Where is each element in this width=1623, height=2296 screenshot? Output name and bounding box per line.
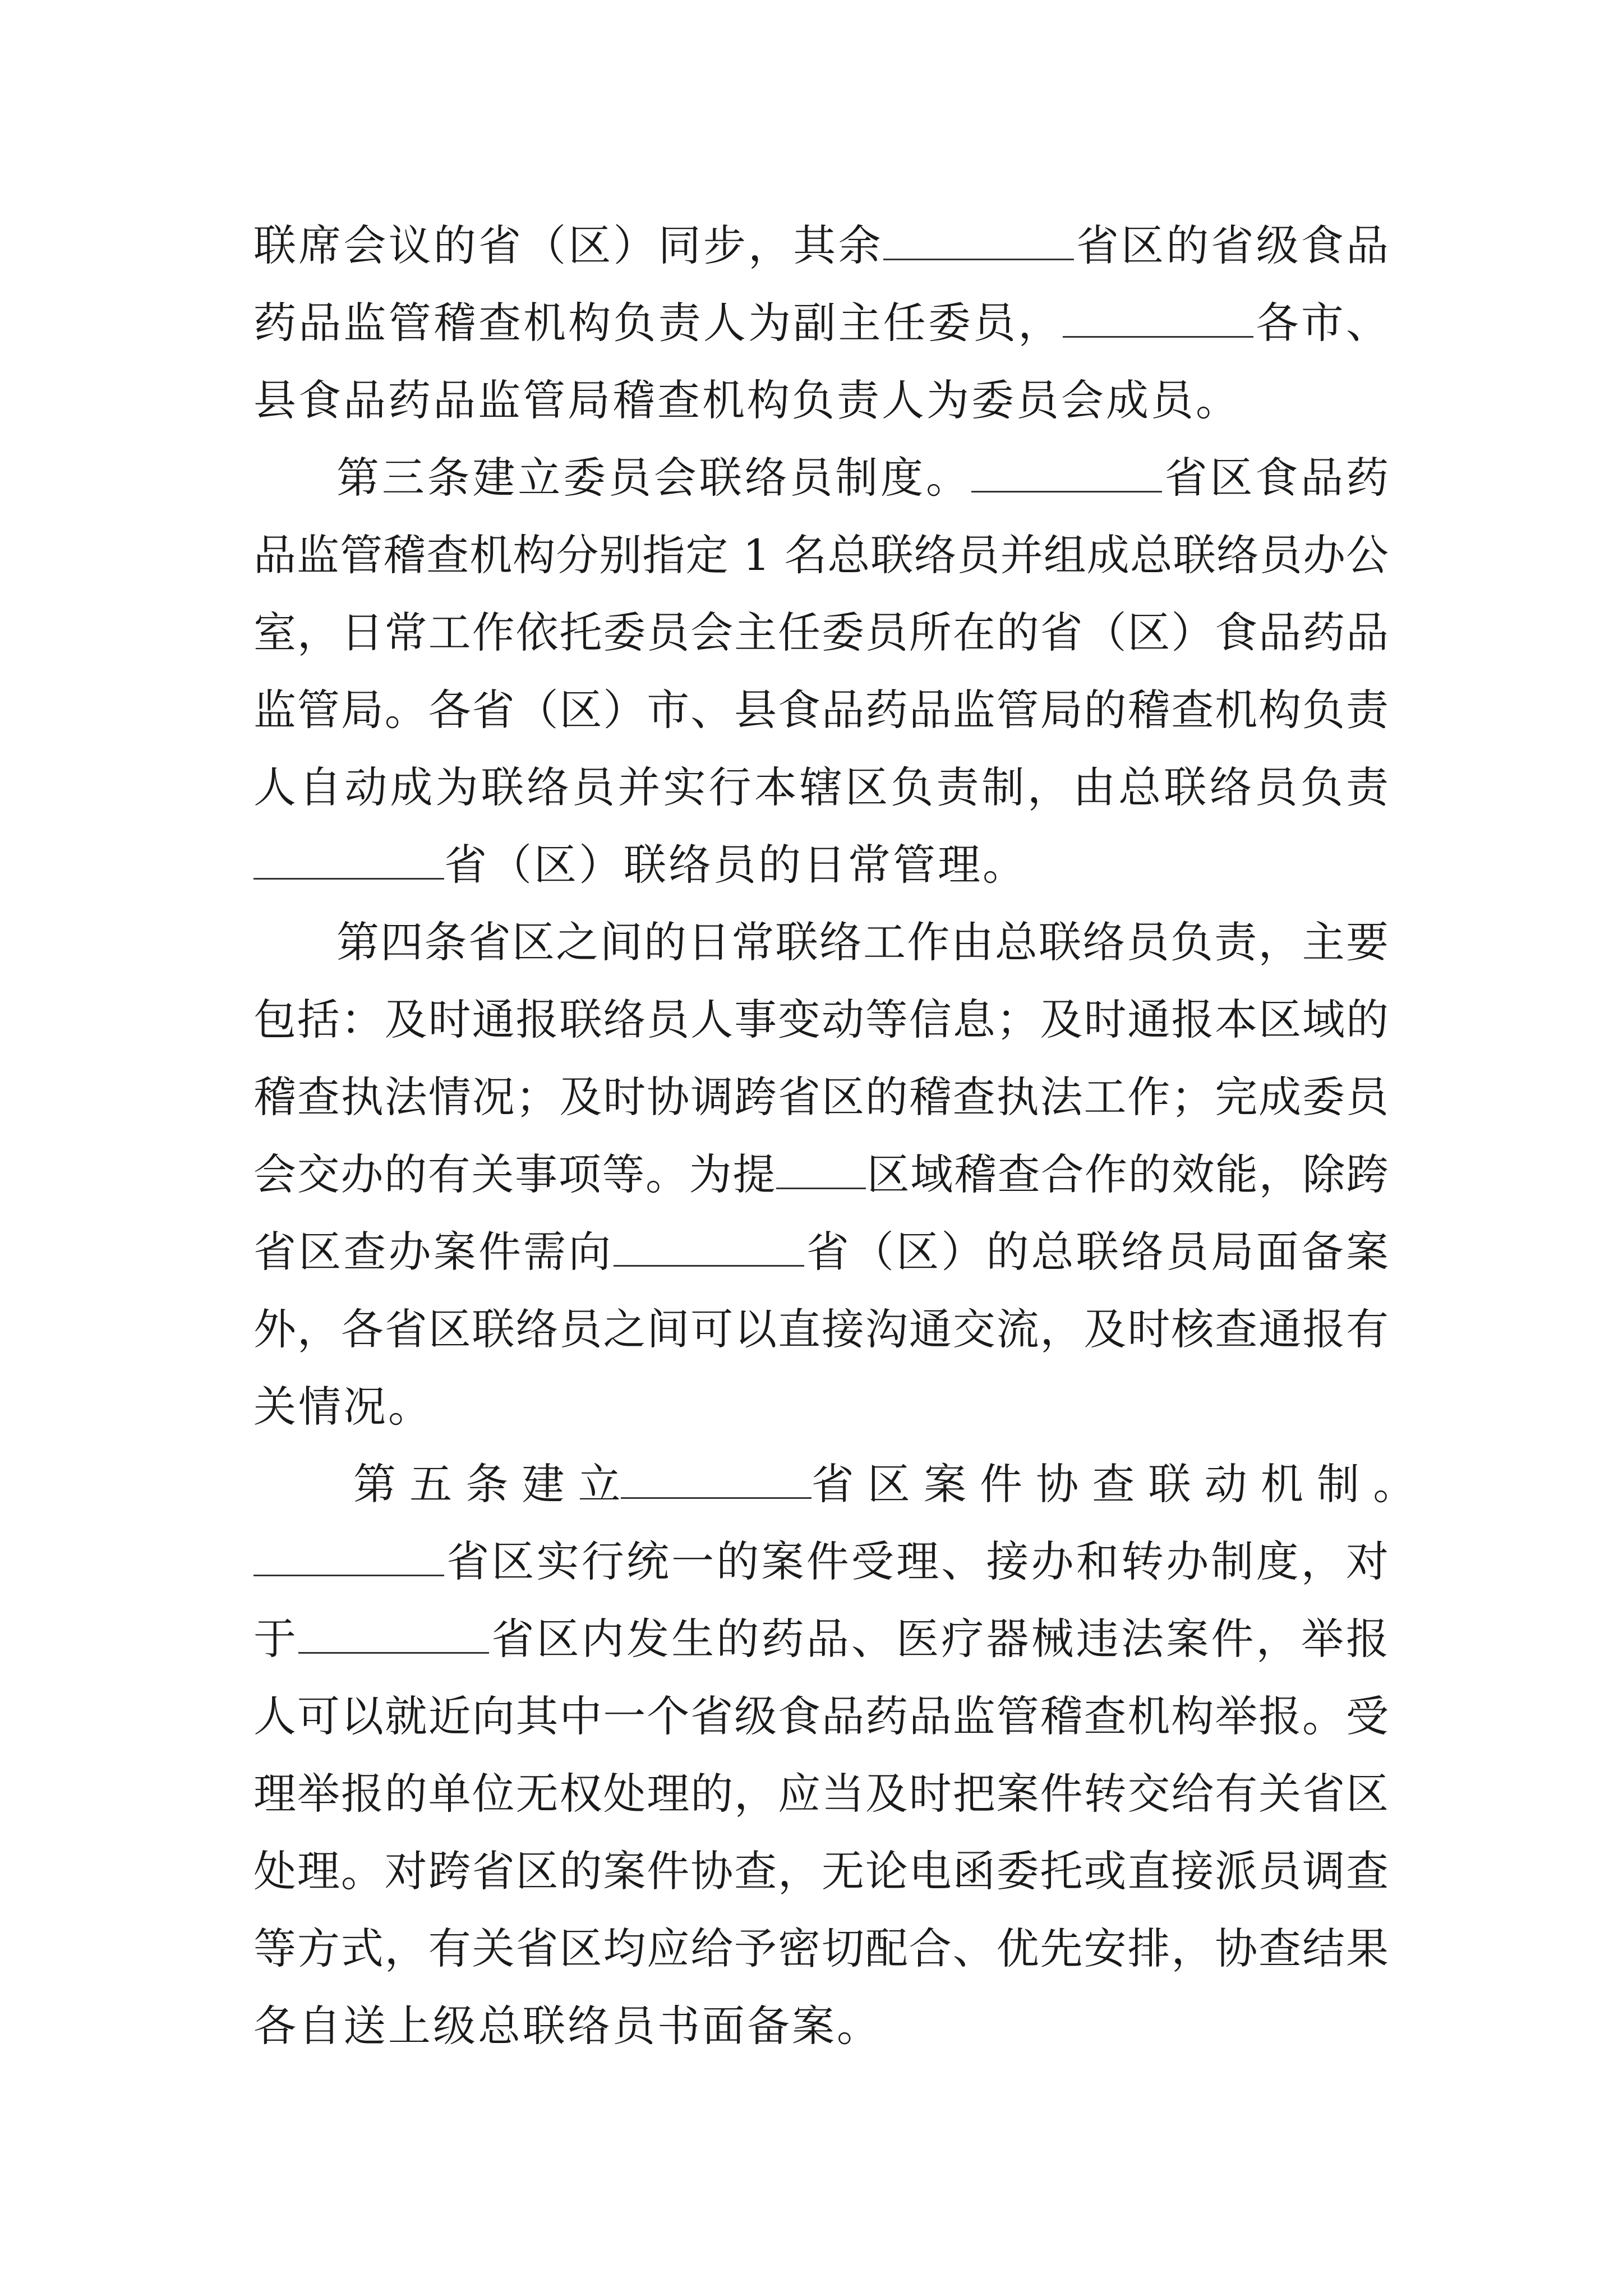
fill-blank	[621, 1462, 811, 1499]
text-line: 省（区）联络员的日常管理。	[253, 837, 1389, 893]
fill-blank	[1063, 301, 1253, 338]
text-line: 省区查办案件需向 省（区）的总联络员局面备案	[253, 1227, 1389, 1277]
text-line: 联席会议的省（区）同步，其余 省区的省级食品	[253, 220, 1389, 270]
fill-blank	[614, 1230, 804, 1267]
text-line: 理举报的单位无权处理的，应当及时把案件转交给有关省区	[253, 1769, 1389, 1819]
fill-blank	[776, 1153, 866, 1189]
text-line: 会交办的有关事项等。为提 区域稽查合作的效能，除跨	[253, 1149, 1389, 1199]
text-line: 第 五 条 建 立 省 区 案 件 协 查 联 动 机 制 。	[353, 1459, 1416, 1509]
text-line: 药品监管稽查机构负责人为副主任委员， 各市、	[253, 298, 1389, 348]
text-line: 县食品药品监管局稽查机构负责人为委员会成员。	[253, 375, 1241, 425]
text-line: 稽查执法情况；及时协调跨省区的稽查执法工作；完成委员	[253, 1072, 1389, 1122]
text-line: 等方式，有关省区均应给予密切配合、优先安排，协查结果	[253, 1924, 1389, 1973]
text-line: 外，各省区联络员之间可以直接沟通交流，及时核查通报有	[253, 1304, 1389, 1354]
text-line: 品监管稽查机构分别指定 1 名总联络员并组成总联络员办公	[253, 530, 1389, 580]
fill-blank	[253, 1540, 444, 1576]
text-line: 第四条省区之间的日常联络工作由总联络员负责，主要	[336, 917, 1389, 967]
fill-blank	[298, 1617, 489, 1654]
fill-blank	[253, 843, 444, 880]
text-line: 监管局。各省（区）市、县食品药品监管局的稽查机构负责	[253, 685, 1389, 735]
fill-blank	[971, 456, 1162, 493]
text-line: 人自动成为联络员并实行本辖区负责制，由总联络员负责	[253, 762, 1389, 812]
text-line: 处理。对跨省区的案件协查，无论电函委托或直接派员调查	[253, 1846, 1389, 1896]
text-line: 关情况。	[253, 1382, 433, 1432]
text-line: 人可以就近向其中一个省级食品药品监管稽查机构举报。受	[253, 1691, 1389, 1741]
text-line: 省区实行统一的案件受理、接办和转办制度，对	[253, 1534, 1389, 1590]
fill-blank	[883, 224, 1074, 260]
text-line: 包括：及时通报联络员人事变动等信息；及时通报本区域的	[253, 995, 1389, 1045]
text-line: 室，日常工作依托委员会主任委员所在的省（区）食品药品	[253, 608, 1389, 657]
text-line: 于 省区内发生的药品、医疗器械违法案件，举报	[253, 1614, 1389, 1664]
text-line: 第三条建立委员会联络员制度。 省区食品药	[336, 453, 1389, 503]
text-line: 各自送上级总联络员书面备案。	[253, 2001, 882, 2051]
